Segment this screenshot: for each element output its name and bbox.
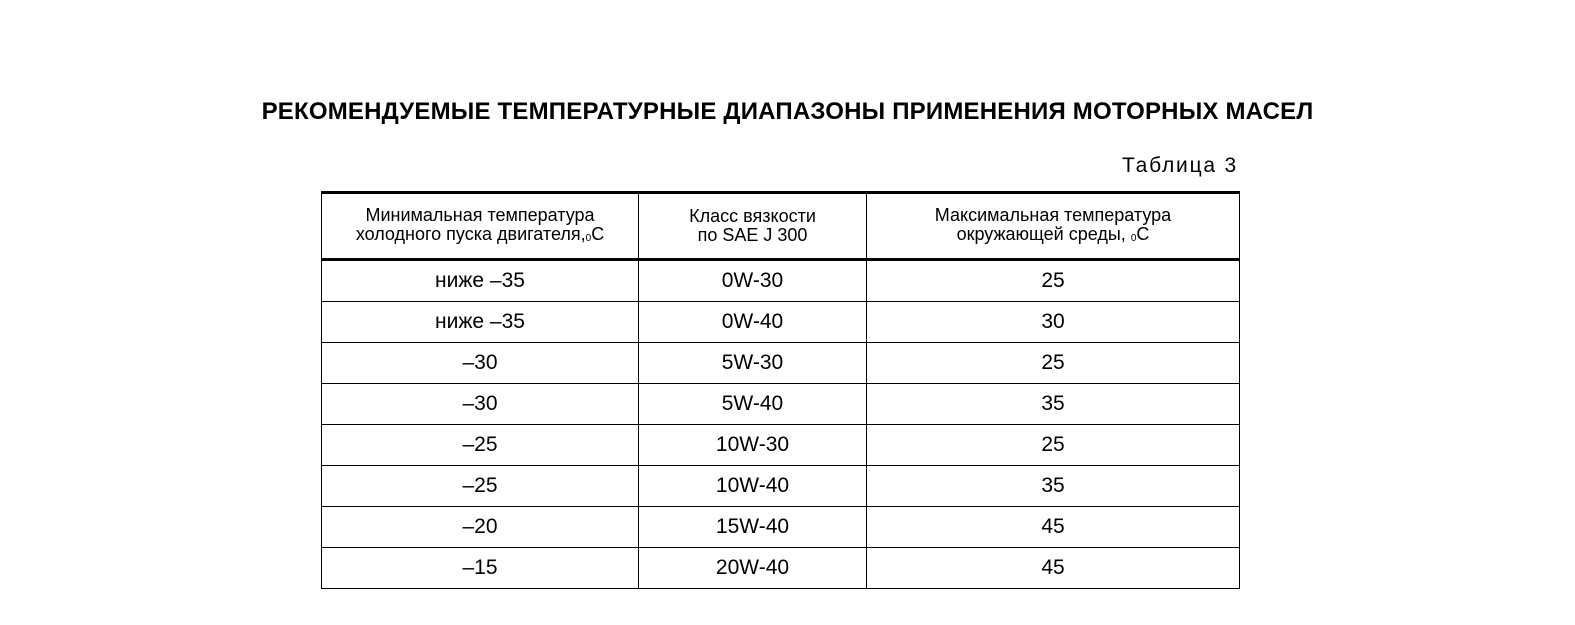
cell-max-temp: 45 — [867, 507, 1240, 548]
table-body — [322, 260, 1240, 589]
header-max-temp-line1: Максимальная температура — [934, 204, 1172, 225]
degree-sign: 0 — [1130, 232, 1137, 244]
cell-min-temp: –20 — [322, 507, 639, 548]
header-min-temp — [322, 193, 639, 260]
header-max-temp — [867, 193, 1240, 260]
cell-max-temp: 35 — [867, 384, 1240, 425]
document-title: РЕКОМЕНДУЕМЫЕ ТЕМПЕРАТУРНЫЕ ДИАПАЗОНЫ ПРИМЕНЕНИЯ МОТОРНЫХ МАСЕЛ — [261, 98, 1314, 125]
header-min-temp-line1: Минимальная температура — [365, 204, 595, 225]
unit-celsius: С — [1136, 223, 1150, 244]
cell-max-temp: 45 — [867, 548, 1240, 589]
cell-min-temp: –30 — [322, 384, 639, 425]
cell-sae-class: 0W-40 — [639, 302, 867, 343]
header-max-temp-line2 — [867, 225, 1239, 247]
table-header-row — [322, 193, 1240, 260]
cell-sae-class: 0W-30 — [639, 260, 867, 302]
table-row — [322, 302, 1240, 343]
degree-sign: 0 — [585, 232, 592, 244]
cell-max-temp: 25 — [867, 260, 1240, 302]
oil-temperature-table — [321, 191, 1240, 589]
header-sae-class-line1: Класс вязкости — [689, 206, 816, 226]
table-row — [322, 384, 1240, 425]
cell-sae-class: 10W-40 — [639, 466, 867, 507]
table-row — [322, 507, 1240, 548]
cell-sae-class: 10W-30 — [639, 425, 867, 466]
cell-min-temp: ниже –35 — [322, 302, 639, 343]
cell-max-temp: 35 — [867, 466, 1240, 507]
header-sae-class-line2: по SAE J 300 — [697, 225, 808, 245]
table-caption: Таблица 3 — [1121, 154, 1238, 177]
table-row — [322, 343, 1240, 384]
cell-min-temp: –25 — [322, 466, 639, 507]
cell-sae-class: 20W-40 — [639, 548, 867, 589]
cell-min-temp: –30 — [322, 343, 639, 384]
table-row — [322, 548, 1240, 589]
cell-max-temp: 30 — [867, 302, 1240, 343]
unit-celsius: С — [591, 223, 605, 244]
header-min-temp-line2 — [322, 225, 638, 247]
table-row — [322, 466, 1240, 507]
cell-sae-class: 5W-40 — [639, 384, 867, 425]
cell-min-temp: –15 — [322, 548, 639, 589]
table-row — [322, 425, 1240, 466]
header-max-temp-line2-text: окружающей среды, — [956, 223, 1126, 244]
cell-min-temp: –25 — [322, 425, 639, 466]
cell-max-temp: 25 — [867, 425, 1240, 466]
table-row — [322, 260, 1240, 302]
cell-max-temp: 25 — [867, 343, 1240, 384]
cell-sae-class: 15W-40 — [639, 507, 867, 548]
table-header — [322, 193, 1240, 260]
header-min-temp-line2-text: холодного пуска двигателя, — [355, 223, 586, 244]
cell-sae-class: 5W-30 — [639, 343, 867, 384]
cell-min-temp: ниже –35 — [322, 260, 639, 302]
header-sae-class — [639, 193, 867, 260]
